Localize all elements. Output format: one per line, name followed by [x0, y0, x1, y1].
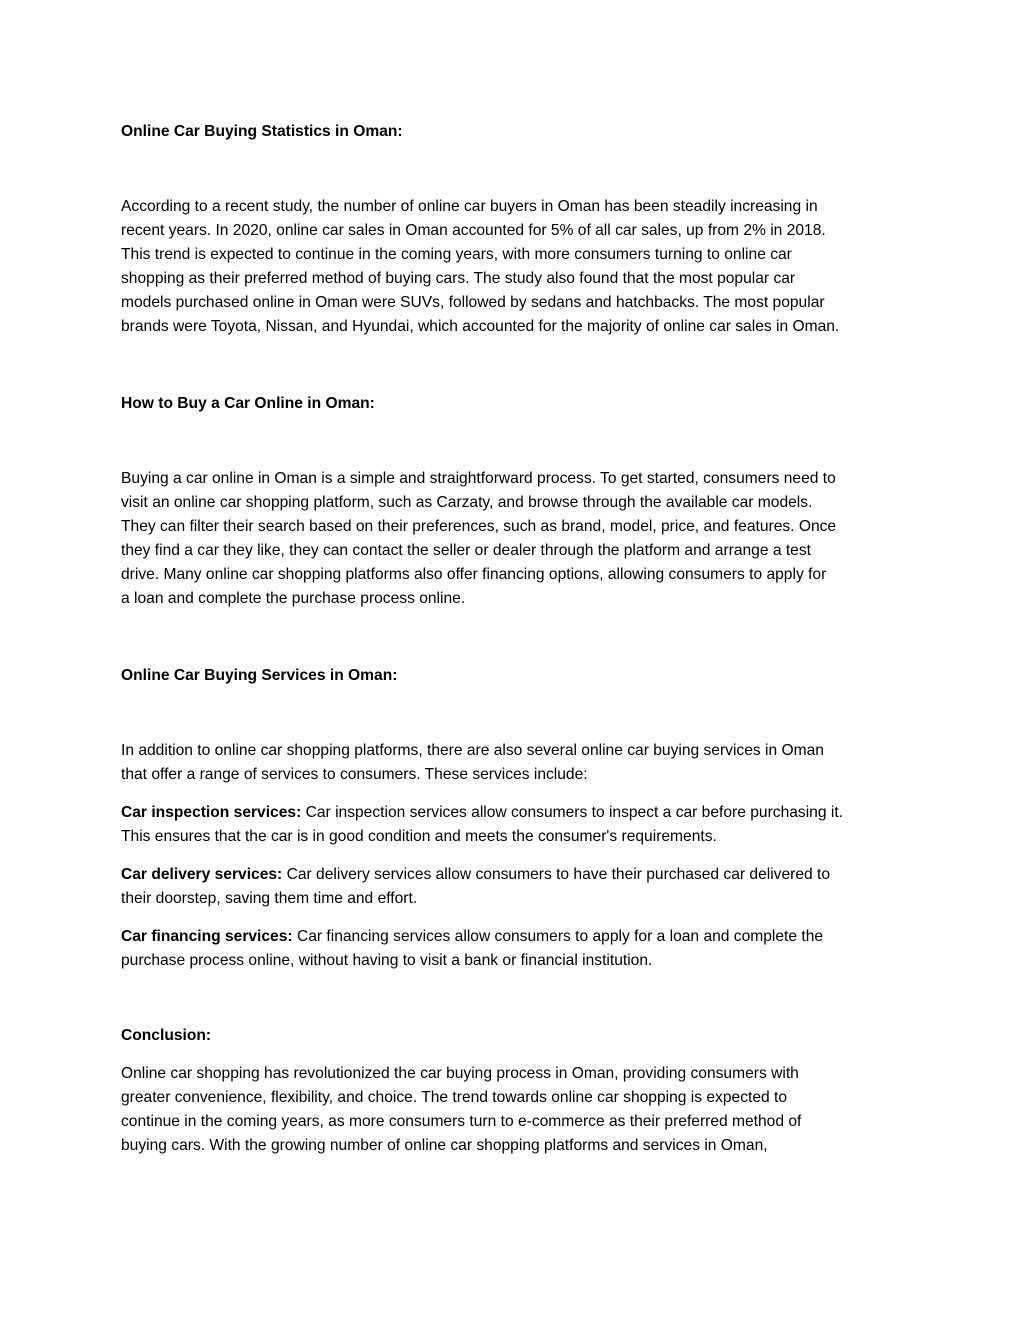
text-line: their doorstep, saving them time and effort. [121, 890, 418, 908]
text-line: continue in the coming years, as more consumers turn to e-commerce as their preferred method of [121, 1113, 802, 1131]
service-label: Car financing services: [121, 928, 293, 945]
text-line: visit an online car shopping platform, such as Carzaty, and browse through the available car models. [121, 494, 813, 512]
text-line: recent years. In 2020, online car sales in Oman accounted for 5% of all car sales, up from 2% in 2018. [121, 222, 826, 240]
paragraph-conclusion [121, 1062, 911, 1158]
text-line: shopping as their preferred method of buying cars. The study also found that the most popular car [121, 270, 796, 288]
text-line: They can filter their search based on their preferences, such as brand, model, price, and features. Once [121, 518, 837, 536]
service-item-delivery [121, 863, 911, 911]
section-heading-conclusion: Conclusion: [121, 1027, 212, 1044]
text-line: This ensures that the car is in good condition and meets the consumer's requirements. [121, 828, 717, 846]
text-line: In addition to online car shopping platforms, there are also several online car buying services in Oman [121, 742, 824, 759]
service-description: Car inspection services allow consumers to inspect a car before purchasing it. [301, 804, 843, 821]
service-item-inspection [121, 801, 911, 849]
text-line: greater convenience, flexibility, and choice. The trend towards online car shopping is expected to [121, 1089, 788, 1107]
text-line: buying cars. With the growing number of online car shopping platforms and services in Oman, [121, 1137, 768, 1155]
service-description: Car financing services allow consumers to apply for a loan and complete the [292, 928, 824, 945]
text-line: models purchased online in Oman were SUVs, followed by sedans and hatchbacks. The most popular [121, 294, 825, 312]
text-line: purchase process online, without having to visit a bank or financial institution. [121, 952, 653, 970]
text-line: brands were Toyota, Nissan, and Hyundai, which accounted for the majority of online car sales in Oman. [121, 318, 840, 336]
paragraph-how-to-buy [121, 467, 911, 612]
text-line: they find a car they like, they can contact the seller or dealer through the platform and arrange a test [121, 542, 811, 560]
service-label: Car delivery services: [121, 866, 283, 883]
paragraph-services-intro [121, 739, 911, 787]
text-line [121, 863, 911, 887]
text-line [121, 801, 911, 825]
text-line: This trend is expected to continue in the coming years, with more consumers turning to online car [121, 246, 792, 264]
text-line: Online car shopping has revolutionized the car buying process in Oman, providing consumers with [121, 1065, 799, 1082]
text-line: that offer a range of services to consumers. These services include: [121, 766, 588, 784]
service-label: Car inspection services: [121, 804, 302, 821]
paragraph-statistics [121, 195, 911, 340]
text-line: a loan and complete the purchase process online. [121, 590, 466, 608]
text-line: Buying a car online in Oman is a simple and straightforward process. To get started, consumers need to [121, 470, 836, 487]
section-heading-services: Online Car Buying Services in Oman: [121, 667, 398, 684]
service-description: Car delivery services allow consumers to have their purchased car delivered to [282, 866, 831, 883]
text-line: drive. Many online car shopping platforms also offer financing options, allowing consumers to apply for [121, 566, 827, 584]
section-heading-how-to-buy: How to Buy a Car Online in Oman: [121, 395, 375, 412]
text-line: According to a recent study, the number of online car buyers in Oman has been steadily increasing in [121, 198, 818, 215]
text-line [121, 925, 911, 949]
service-item-financing [121, 925, 911, 973]
section-heading-statistics: Online Car Buying Statistics in Oman: [121, 123, 403, 140]
